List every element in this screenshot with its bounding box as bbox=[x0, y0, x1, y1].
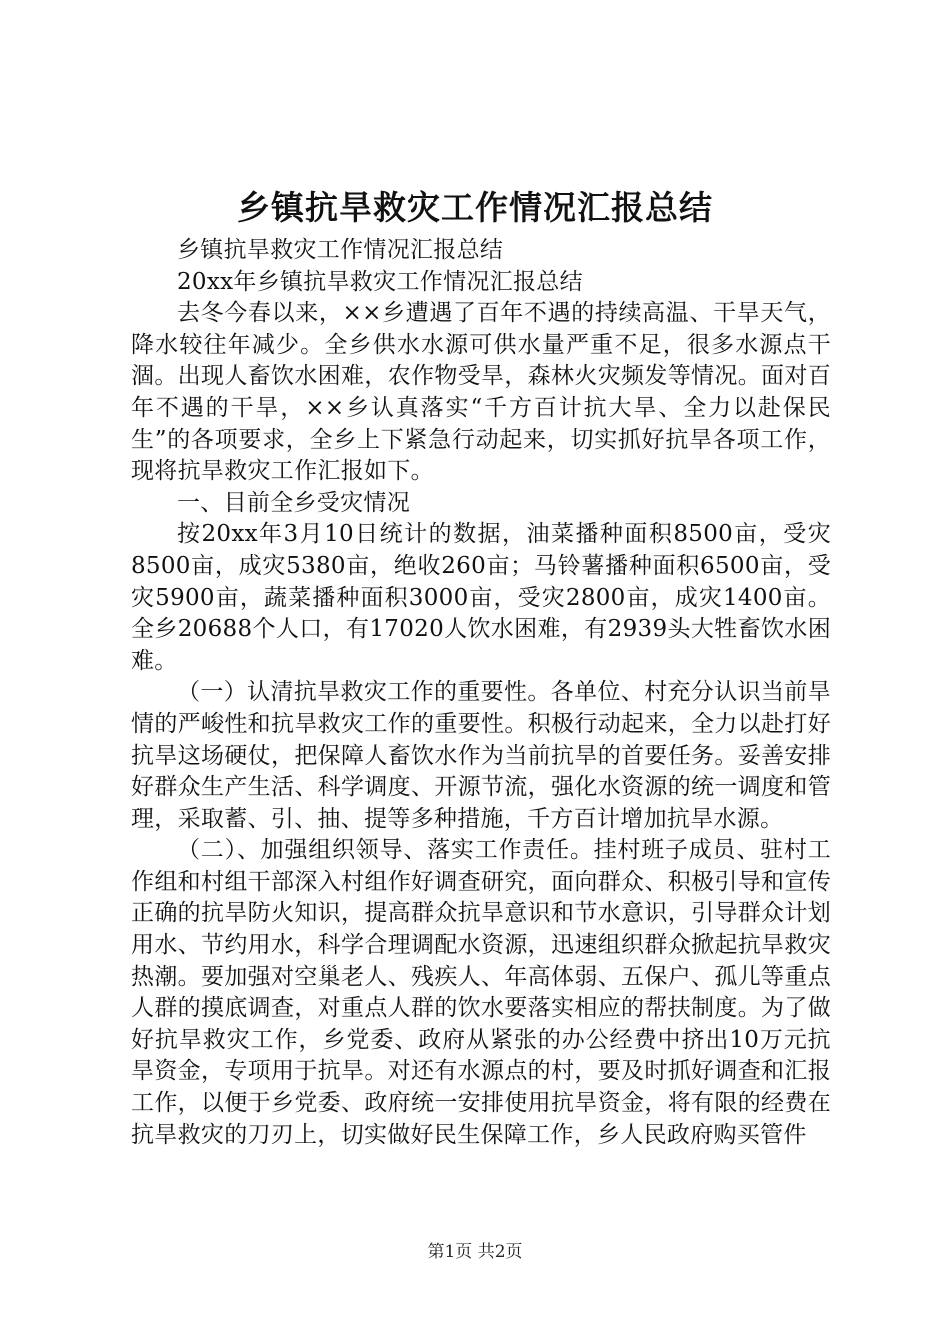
paragraph-item-one: （一）认清抗旱救灾工作的重要性。各单位、村充分认识当前旱情的严峻性和抗旱救灾工作的重要性。积极行动起来，全力以赴打好抗旱这场硬仗，把保障人畜饮水作为当前抗旱的首要任务。妥善安排好群众生产生活、科学调度、开源节流，强化水资源的统一调度和管理，采取蓄、引、抽、提等多种措施，千方百计增加抗旱水源。 bbox=[131, 679, 831, 832]
paragraph-intro: 去冬今春以来，××乡遭遇了百年不遇的持续高温、干旱天气，降水较往年减少。全乡供水水源可供水量严重不足，很多水源点干涸。出现人畜饮水困难，农作物受旱，森林火灾频发等情况。面对百年不遇的干旱，××乡认真落实“千方百计抗大旱、全力以赴保民生”的各项要求，全乡上下紧急行动起来，切实抓好抗旱各项工作，现将抗旱救灾工作汇报如下。 bbox=[131, 300, 831, 485]
section-heading-disaster-status: 一、目前全乡受灾情况 bbox=[177, 489, 410, 516]
document-body bbox=[131, 235, 831, 1151]
page-footer: 第1页 共2页 bbox=[427, 1242, 523, 1262]
document-title: 乡镇抗旱救灾工作情况汇报总结 bbox=[237, 188, 713, 227]
paragraph-statistics: 按20xx年3月10日统计的数据，油菜播种面积8500亩，受灾8500亩，成灾5380亩，绝收260亩；马铃薯播种面积6500亩，受灾5900亩，蔬菜播种面积3000亩，受灾2800亩，成灾1400亩。全乡20688个人口，有17020人饮水困难，有2939头大牲畜饮水困难。 bbox=[131, 521, 831, 674]
paragraph-item-two: （二）、加强组织领导、落实工作责任。挂村班子成员、驻村工作组和村组干部深入村组作好调查研究，面向群众、积极引导和宣传正确的抗旱防火知识，提高群众抗旱意识和节水意识，引导群众计划用水、节约用水，科学合理调配水资源，迅速组织群众掀起抗旱救灾热潮。要加强对空巢老人、残疾人、年高体弱、五保户、孤儿等重点人群的摸底调查，对重点人群的饮水要落实相应的帮扶制度。为了做好抗旱救灾工作，乡党委、政府从紧张的办公经费中挤出10万元抗旱资金，专项用于抗旱。对还有水源点的村，要及时抓好调查和汇报工作，以便于乡党委、政府统一安排使用抗旱资金，将有限的经费在抗旱救灾的刀刃上，切实做好民生保障工作，乡人民政府购买管件 bbox=[131, 837, 831, 1148]
paragraph-year-title: 20xx年乡镇抗旱救灾工作情况汇报总结 bbox=[177, 268, 583, 295]
paragraph-subtitle: 乡镇抗旱救灾工作情况汇报总结 bbox=[177, 237, 504, 263]
